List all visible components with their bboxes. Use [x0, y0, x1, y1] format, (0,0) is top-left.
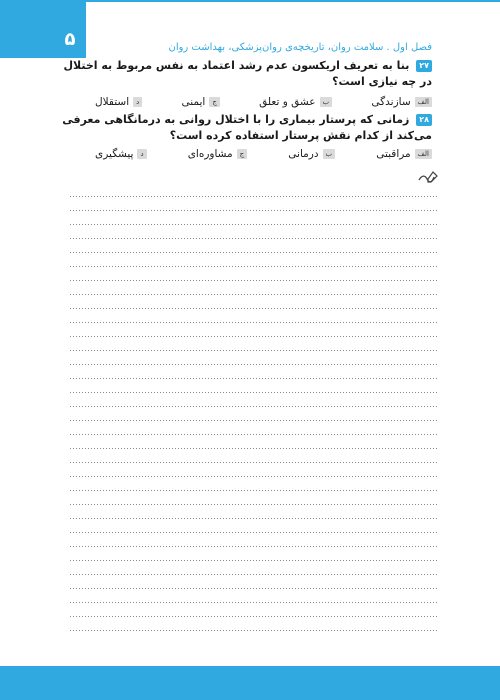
option-b[interactable]	[259, 94, 332, 110]
option-d[interactable]	[95, 146, 147, 162]
page-tab	[0, 0, 86, 58]
option-letter: د	[133, 97, 142, 107]
page-number: ۵	[64, 29, 76, 50]
question-27	[62, 58, 432, 90]
question-number: ۲۷	[416, 60, 432, 72]
option-text: مشاوره‌ای	[187, 148, 233, 160]
option-c[interactable]	[188, 146, 248, 162]
option-a[interactable]	[376, 146, 432, 162]
options-27	[95, 94, 432, 110]
options-28	[95, 146, 432, 162]
answer-lines[interactable]	[70, 183, 438, 643]
option-letter: ب	[323, 149, 336, 159]
option-letter: د	[137, 149, 146, 159]
question-number: ۲۸	[416, 114, 432, 126]
option-b[interactable]	[288, 146, 335, 162]
option-text: پیشگیری	[95, 148, 134, 160]
question-text: بنا به تعریف اریکسون عدم رشد اعتماد به نفس مربوط به اختلال در چه نیازی است؟	[63, 59, 432, 88]
footer-bar	[0, 666, 500, 700]
option-letter: ج	[209, 97, 220, 107]
header-stripe	[86, 0, 500, 2]
option-a[interactable]	[371, 94, 432, 110]
option-letter: ج	[237, 149, 248, 159]
option-text: استقلال	[95, 96, 130, 108]
question-text: زمانی که پرستار بیماری را با اختلال روانی به درمانگاهی معرفی می‌کند از کدام نقش پرستار استفاده کرده است؟	[62, 113, 432, 142]
option-letter: ب	[320, 97, 333, 107]
option-letter: الف	[415, 149, 432, 159]
option-letter: الف	[415, 97, 432, 107]
option-c[interactable]	[182, 94, 220, 110]
option-d[interactable]	[95, 94, 142, 110]
option-text: مراقبتی	[376, 148, 411, 160]
running-header: فصل اول . سلامت روان، تاریخچه‌ی روان‌پزشکی، بهداشت روان	[168, 42, 432, 53]
question-28	[62, 112, 432, 144]
option-text: سازندگی	[371, 96, 411, 108]
option-text: ایمنی	[181, 96, 206, 108]
option-text: عشق و تعلق	[259, 96, 316, 108]
option-text: درمانی	[288, 148, 319, 160]
